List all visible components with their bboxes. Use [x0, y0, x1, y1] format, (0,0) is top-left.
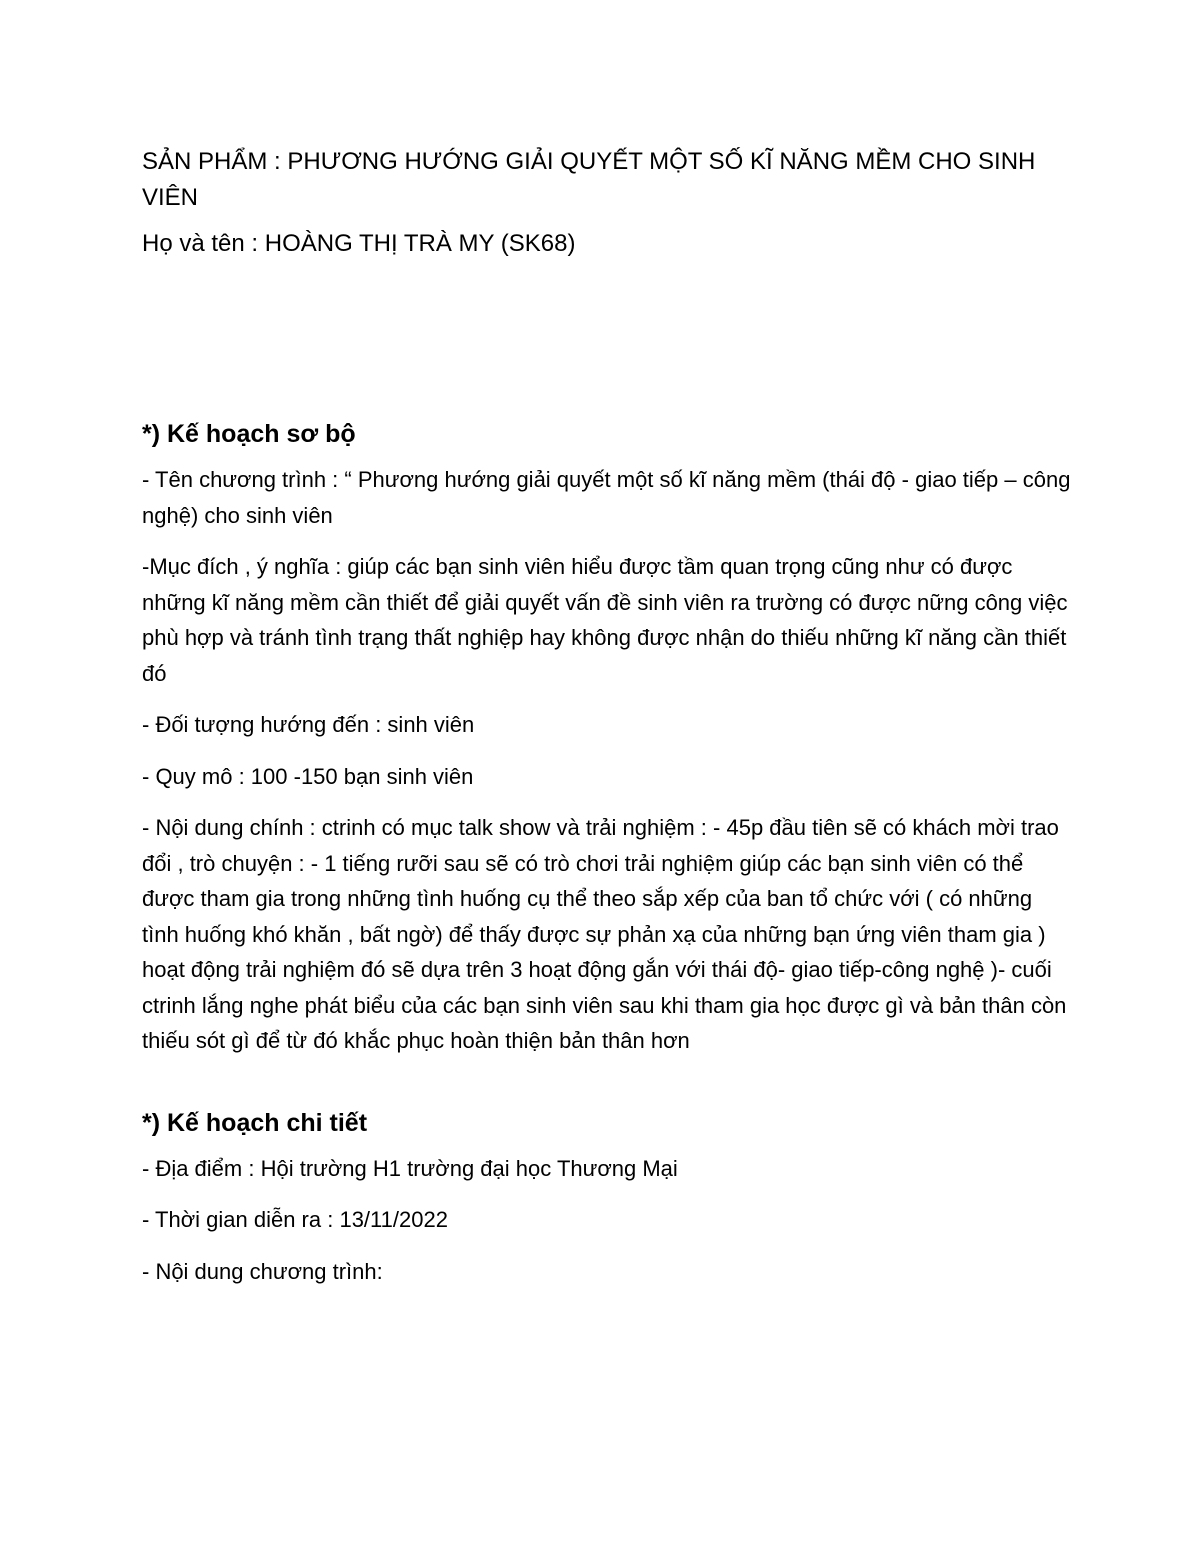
paragraph-scale: - Quy mô : 100 -150 bạn sinh viên: [142, 763, 474, 789]
section-heading-preliminary-plan: *) Kế hoạch sơ bộ: [142, 420, 356, 448]
paragraph-purpose: -Mục đích , ý nghĩa : giúp các bạn sinh viên hiểu được tầm quan trọng cũng như có được những kĩ năng mềm cần thiết để giải quyết vấn đề sinh viên ra trường có được nững công việc phù hợp và tránh tình trạng thất nghiệp hay không được nhận do thiếu những kĩ năng cần thiết đó: [142, 554, 1068, 686]
document-title: SẢN PHẨM : PHƯƠNG HƯỚNG GIẢI QUYẾT MỘT SỐ KĨ NĂNG MỀM CHO SINH VIÊN: [142, 148, 1036, 211]
paragraph-target-audience: - Đối tượng hướng đến : sinh viên: [142, 712, 475, 737]
paragraph-program-name: - Tên chương trình : “ Phương hướng giải quyết một số kĩ năng mềm (thái độ - giao tiếp – công nghệ) cho sinh viên: [142, 467, 1071, 528]
paragraph-program-content: - Nội dung chương trình:: [142, 1258, 383, 1284]
section-heading-detailed-plan: *) Kế hoạch chi tiết: [142, 1108, 368, 1137]
document-body: [142, 144, 1072, 1289]
paragraph-date: - Thời gian diễn ra : 13/11/2022: [142, 1207, 448, 1232]
paragraph-main-content: - Nội dung chính : ctrinh có mục talk show và trải nghiệm : - 45p đầu tiên sẽ có khách mời trao đổi , trò chuyện : - 1 tiếng rưỡi sau sẽ có trò chơi trải nghiệm giúp các bạn sinh viên có thể được tham gia trong những tình huống cụ thể theo sắp xếp của ban tổ chức với ( có những tình huống khó khăn , bất ngờ) để thấy được sự phản xạ của những bạn ứng viên tham gia ) hoạt động trải nghiệm đó sẽ dựa trên 3 hoạt động gắn với thái độ- giao tiếp-công nghệ )- cuối ctrinh lắng nghe phát biểu của các bạn sinh viên sau khi tham gia học được gì và bản thân còn thiếu sót gì để từ đó khắc phục hoàn thiện bản thân hơn: [142, 815, 1067, 1053]
paragraph-location: - Địa điểm : Hội trường H1 trường đại học Thương Mại: [142, 1155, 678, 1181]
author-line: Họ và tên : HOÀNG THỊ TRÀ MY (SK68): [142, 230, 576, 257]
